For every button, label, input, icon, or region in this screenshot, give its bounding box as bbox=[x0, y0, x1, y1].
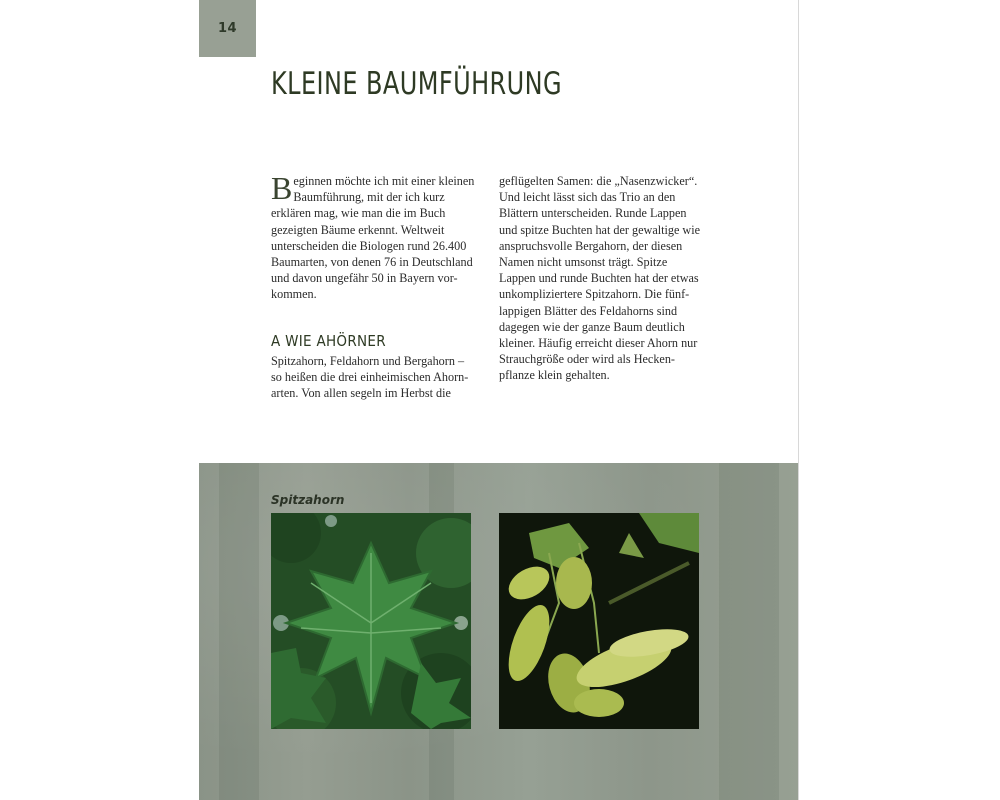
intro-paragraph bbox=[271, 170, 476, 303]
left-text-column bbox=[271, 170, 476, 401]
right-paragraph: geflügelten Samen: die „Nasenzwicker“. Und leicht lässt sich das Trio an den Blättern unterscheiden. Runde Lappen und spitze Buchten hat der gewaltige wie anspruchsvolle Bergahorn, der diesen Namen nicht umsonst trägt. Spitze Lappen und runde Buchten hat der etwas unkompliziertere Spitzahorn. Die fünf-lappigen Blätter des Feldahorns sind dagegen wie der ganze Baum deutlich kleiner. Häufig erreicht dieser Ahorn nur Strauchgröße oder wird als Hecken-pflanze klein gehalten. bbox=[499, 174, 701, 383]
page-title: KLEINE BAUMFÜHRUNG bbox=[271, 66, 563, 102]
intro-text: eginnen möchte ich mit einer kleinen Baumführung, mit der ich kurz erklären mag, wie man die im Buch gezeigten Bäume erkennt. Weltweit unterscheiden die Biologen rund 26.400 Baumarten, von denen 76 in Deutschland und davon ungefähr 50 in Bayern vor-kommen. bbox=[271, 174, 475, 302]
book-page bbox=[199, 0, 799, 800]
page-number: 14 bbox=[217, 21, 238, 36]
maple-leaves-photo bbox=[271, 513, 471, 729]
section-heading: A WIE AHÖRNER bbox=[271, 331, 386, 350]
right-text-column bbox=[499, 173, 704, 384]
section-paragraph: Spitzahorn, Feldahorn und Bergahorn – so heißen die drei einheimischen Ahorn-arten. Von allen segeln im Herbst die bbox=[271, 353, 469, 401]
page-number-tab bbox=[199, 0, 256, 57]
photo-band bbox=[199, 463, 799, 800]
photo-caption: Spitzahorn bbox=[271, 493, 345, 507]
maple-seeds-photo bbox=[499, 513, 699, 729]
drop-cap: B bbox=[271, 170, 293, 206]
